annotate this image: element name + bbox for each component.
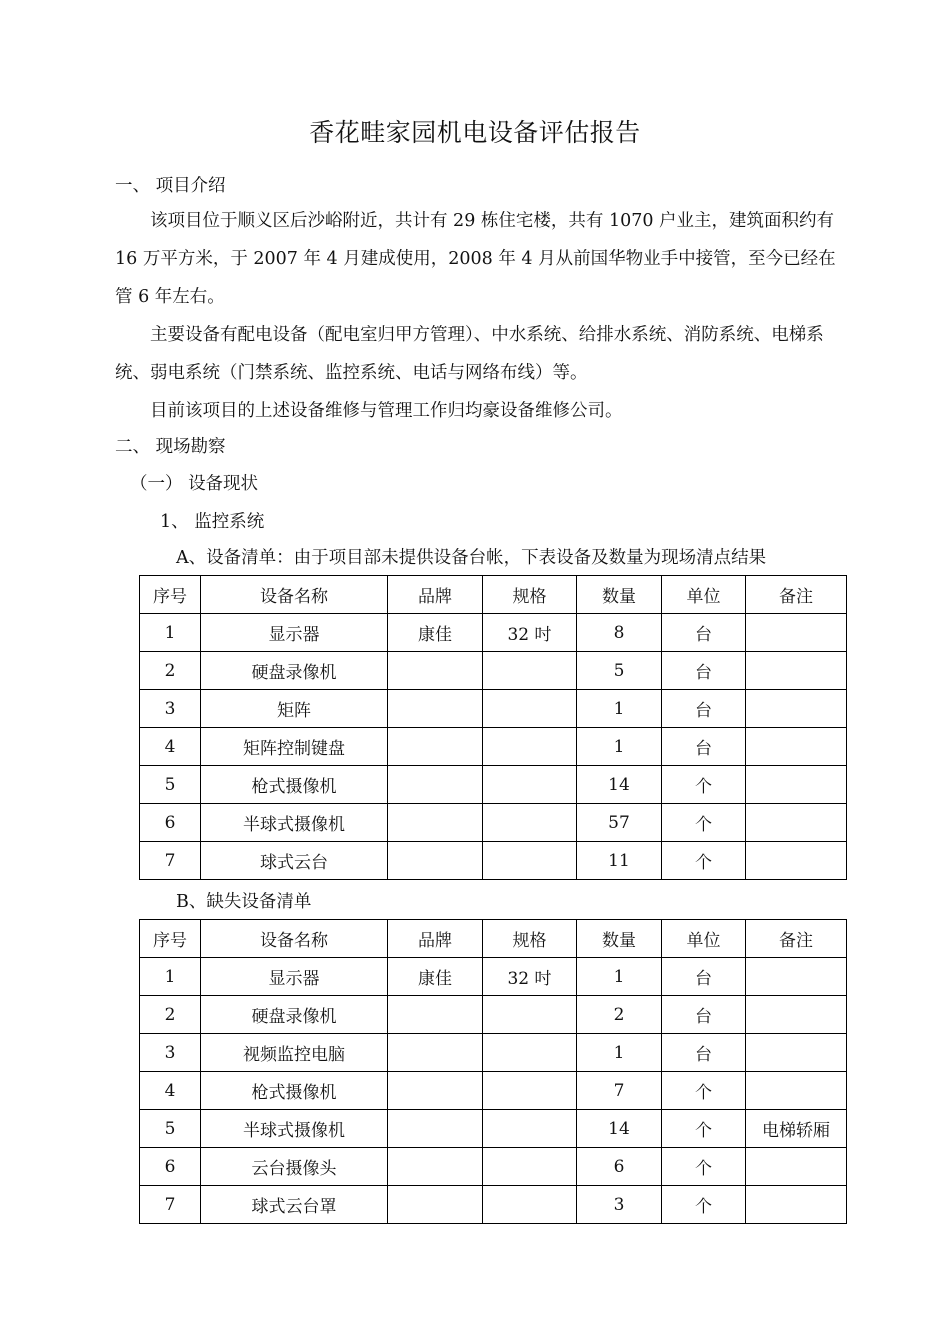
table-cell — [746, 690, 847, 728]
table-cell: 台 — [662, 1034, 746, 1072]
table-cell — [746, 996, 847, 1034]
table-cell: 7 — [140, 1186, 201, 1224]
table-cell: 6 — [140, 1148, 201, 1186]
column-header: 规格 — [483, 576, 577, 614]
table-cell: 6 — [577, 1148, 662, 1186]
table-cell — [483, 1186, 577, 1224]
table-cell: 个 — [662, 1072, 746, 1110]
table-cell — [746, 958, 847, 996]
table-cell: 球式云台 — [201, 842, 388, 880]
column-header: 设备名称 — [201, 920, 388, 958]
table-header-row — [140, 576, 847, 614]
table-cell — [746, 614, 847, 652]
table-cell: 矩阵 — [201, 690, 388, 728]
table-cell — [746, 804, 847, 842]
table-cell: 台 — [662, 690, 746, 728]
table-cell: 11 — [577, 842, 662, 880]
table-cell: 个 — [662, 766, 746, 804]
table-cell — [746, 1148, 847, 1186]
table-cell — [388, 1034, 483, 1072]
table-cell: 矩阵控制键盘 — [201, 728, 388, 766]
table-cell: 14 — [577, 1110, 662, 1148]
table-cell — [483, 804, 577, 842]
table-row — [140, 958, 847, 996]
table-cell — [483, 1072, 577, 1110]
table-row — [140, 1110, 847, 1148]
paragraph-equipment: 主要设备有配电设备（配电室归甲方管理）、中水系统、给排水系统、消防系统、电梯系统、弱电系统（门禁系统、监控系统、电话与网络布线）等。 — [115, 325, 824, 383]
table-cell — [388, 1186, 483, 1224]
table-cell: 32 吋 — [483, 614, 577, 652]
table-cell — [483, 766, 577, 804]
table-cell — [483, 1110, 577, 1148]
column-header: 品牌 — [388, 920, 483, 958]
column-header: 备注 — [746, 576, 847, 614]
table-cell: 显示器 — [201, 958, 388, 996]
table-cell: 5 — [140, 766, 201, 804]
table-cell: 硬盘录像机 — [201, 996, 388, 1034]
table-cell: 个 — [662, 1110, 746, 1148]
table-cell: 半球式摄像机 — [201, 1110, 388, 1148]
document-title: 香花畦家园机电设备评估报告 — [309, 118, 641, 147]
column-header: 数量 — [577, 920, 662, 958]
table-cell — [746, 728, 847, 766]
table-cell: 2 — [577, 996, 662, 1034]
table-cell — [483, 842, 577, 880]
column-header: 品牌 — [388, 576, 483, 614]
column-header: 单位 — [662, 920, 746, 958]
table-cell: 康佳 — [388, 958, 483, 996]
table-cell: 5 — [577, 652, 662, 690]
table-cell — [388, 804, 483, 842]
table-cell — [746, 842, 847, 880]
table-cell — [388, 842, 483, 880]
table-cell — [746, 1186, 847, 1224]
table-cell: 8 — [577, 614, 662, 652]
table-cell: 台 — [662, 958, 746, 996]
table-cell — [746, 1072, 847, 1110]
table-cell — [483, 996, 577, 1034]
table-cell: 球式云台罩 — [201, 1186, 388, 1224]
table-cell: 14 — [577, 766, 662, 804]
paragraph-maintenance: 目前该项目的上述设备维修与管理工作归均豪设备维修公司。 — [150, 401, 623, 421]
table-cell: 台 — [662, 614, 746, 652]
table-cell — [746, 652, 847, 690]
section-2-heading: 二、 现场勘察 — [115, 437, 226, 457]
table-cell — [388, 1072, 483, 1110]
table-cell: 个 — [662, 1186, 746, 1224]
table-cell: 4 — [140, 728, 201, 766]
table-cell: 个 — [662, 842, 746, 880]
table-row — [140, 842, 847, 880]
column-header: 设备名称 — [201, 576, 388, 614]
column-header: 规格 — [483, 920, 577, 958]
table-row — [140, 804, 847, 842]
table-cell — [388, 728, 483, 766]
section-1-heading: 一、 项目介绍 — [115, 176, 226, 196]
table-cell — [746, 766, 847, 804]
table-cell — [483, 1148, 577, 1186]
table-cell — [483, 1034, 577, 1072]
table-cell: 6 — [140, 804, 201, 842]
table-cell — [483, 690, 577, 728]
column-header: 序号 — [140, 920, 201, 958]
table-cell: 台 — [662, 652, 746, 690]
table-cell — [388, 690, 483, 728]
subsection-heading: （一） 设备现状 — [130, 474, 259, 494]
column-header: 单位 — [662, 576, 746, 614]
table-cell: 个 — [662, 804, 746, 842]
table-b-caption: B、缺失设备清单 — [176, 892, 312, 912]
table-cell: 1 — [140, 614, 201, 652]
table-row — [140, 690, 847, 728]
table-cell: 视频监控电脑 — [201, 1034, 388, 1072]
table-cell: 康佳 — [388, 614, 483, 652]
table-row — [140, 1186, 847, 1224]
table-cell: 显示器 — [201, 614, 388, 652]
table-cell — [483, 652, 577, 690]
table-cell: 个 — [662, 1148, 746, 1186]
table-row — [140, 1072, 847, 1110]
section-1-body — [115, 202, 843, 430]
column-header: 序号 — [140, 576, 201, 614]
table-cell — [388, 1110, 483, 1148]
table-cell: 3 — [140, 1034, 201, 1072]
table-cell: 32 吋 — [483, 958, 577, 996]
table-cell: 1 — [577, 690, 662, 728]
table-cell: 1 — [577, 1034, 662, 1072]
column-header: 备注 — [746, 920, 847, 958]
table-cell — [388, 1148, 483, 1186]
equipment-table-body — [140, 576, 847, 880]
table-cell: 2 — [140, 996, 201, 1034]
table-cell: 台 — [662, 996, 746, 1034]
table-cell — [388, 766, 483, 804]
table-cell: 3 — [577, 1186, 662, 1224]
missing-equipment-table — [139, 919, 847, 1224]
table-cell: 1 — [577, 728, 662, 766]
table-row — [140, 1148, 847, 1186]
table-cell: 5 — [140, 1110, 201, 1148]
table-cell: 1 — [577, 958, 662, 996]
table-cell: 半球式摄像机 — [201, 804, 388, 842]
table-row — [140, 614, 847, 652]
equipment-table — [139, 575, 847, 880]
table-a-caption: A、设备清单：由于项目部未提供设备台帐，下表设备及数量为现场清点结果 — [176, 548, 767, 568]
table-cell: 7 — [140, 842, 201, 880]
table-cell: 57 — [577, 804, 662, 842]
table-cell — [746, 1034, 847, 1072]
table-cell: 云台摄像头 — [201, 1148, 388, 1186]
table-cell — [483, 728, 577, 766]
table-row — [140, 652, 847, 690]
table-cell: 3 — [140, 690, 201, 728]
table-row — [140, 728, 847, 766]
item-heading: 1、 监控系统 — [160, 512, 265, 532]
paragraph-location: 该项目位于顺义区后沙峪附近，共计有 29 栋住宅楼，共有 1070 户业主，建筑面积约有 16 万平方米，于 2007 年 4 月建成使用，2008 年 4 月从前国华物业手中接管，至今已经在管 6 年左右。 — [115, 211, 836, 307]
table-row — [140, 1034, 847, 1072]
table-cell: 1 — [140, 958, 201, 996]
table-cell: 硬盘录像机 — [201, 652, 388, 690]
table-cell — [388, 652, 483, 690]
column-header: 数量 — [577, 576, 662, 614]
table-cell: 枪式摄像机 — [201, 766, 388, 804]
table-cell: 电梯轿厢 — [746, 1110, 847, 1148]
table-cell: 2 — [140, 652, 201, 690]
table-cell — [388, 996, 483, 1034]
table-cell: 7 — [577, 1072, 662, 1110]
missing-equipment-table-body — [140, 920, 847, 1224]
table-header-row — [140, 920, 847, 958]
table-row — [140, 766, 847, 804]
table-cell: 4 — [140, 1072, 201, 1110]
table-cell: 枪式摄像机 — [201, 1072, 388, 1110]
table-cell: 台 — [662, 728, 746, 766]
table-row — [140, 996, 847, 1034]
